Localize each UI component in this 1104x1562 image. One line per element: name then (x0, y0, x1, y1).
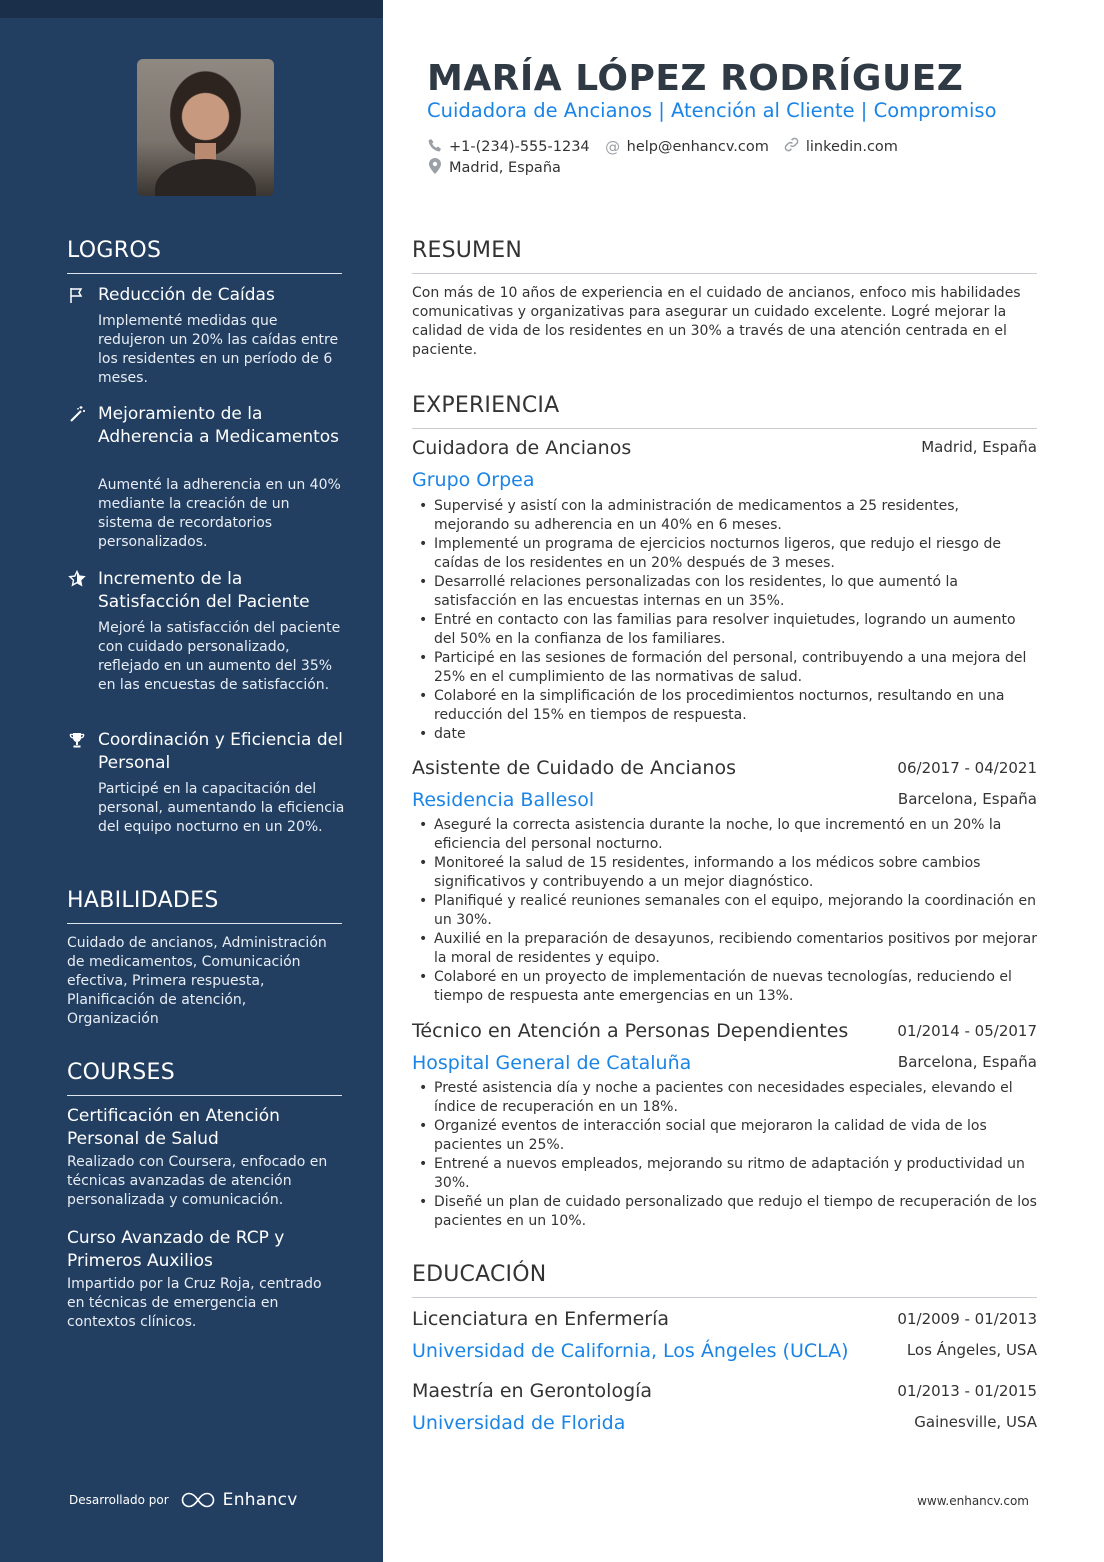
job-dates: 01/2014 - 05/2017 (897, 1022, 1037, 1040)
job-bullet: • Implementé un programa de ejercicios nocturnos ligeros, que redujo el riesgo de caídas de los residentes en un 20% después de 3 meses. (412, 535, 1037, 573)
course-item (67, 1105, 342, 1210)
courses-title: COURSES (67, 1060, 175, 1085)
job-bullets (412, 497, 1037, 744)
location-pin-icon (427, 158, 443, 178)
course-title: Curso Avanzado de RCP y Primeros Auxilios (67, 1228, 285, 1271)
achievement-description: Mejoré la satisfacción del paciente con cuidado personalizado, reflejado en un aumento del 35% en las encuestas de satisfacción. (98, 620, 341, 693)
powered-by-label: Desarrollado por (69, 1493, 169, 1507)
job-bullet: • Monitoreé la salud de 15 residentes, informando a los médicos sobre cambios significativos y contribuyendo a un mejor diagnóstico. (412, 854, 1037, 892)
achievement-description: Aumenté la adherencia en un 40% mediante la creación de un sistema de recordatorios personalizados. (98, 477, 341, 550)
magic-wand-icon (67, 405, 87, 425)
job-dates: 06/2017 - 04/2021 (897, 759, 1037, 777)
trophy-icon (67, 731, 87, 751)
education-dates: 01/2009 - 01/2013 (897, 1310, 1037, 1328)
infinity-icon (179, 1491, 217, 1509)
sidebar (0, 0, 383, 1562)
location-text: Madrid, España (449, 160, 561, 176)
summary-title: RESUMEN (412, 238, 522, 263)
course-description: Impartido por la Cruz Roja, centrado en técnicas de emergencia en contextos clínicos. (67, 1276, 322, 1330)
job-bullet: • Entré en contacto con las familias para resolver inquietudes, logrando un aumento del 50% en la confianza de los familiares. (412, 611, 1037, 649)
job-bullet: • Presté asistencia día y noche a pacientes con necesidades especiales, elevando el índice de recuperación en un 18%. (412, 1079, 1037, 1117)
contact-row (427, 137, 913, 156)
achievement-title: Coordinación y Eficiencia del Personal (98, 730, 343, 773)
skills-title: HABILIDADES (67, 888, 219, 913)
education-location: Los Ángeles, USA (906, 1341, 1037, 1359)
education-location: Gainesville, USA (914, 1413, 1037, 1431)
education-degree: Licenciatura en Enfermería (412, 1308, 670, 1330)
contact-email[interactable] (605, 138, 769, 156)
experience-title: EXPERIENCIA (412, 393, 560, 418)
job-company: Hospital General de Cataluña (412, 1052, 692, 1074)
achievement-title: Reducción de Caídas (98, 285, 275, 305)
job-bullets (412, 816, 1037, 1006)
job-bullet: • Auxilié en la preparación de desayunos, recibiendo comentarios positivos por mejorar la moral de residentes y equipo. (412, 930, 1037, 968)
sidebar-top-bar (0, 0, 383, 18)
job-location: Madrid, España (921, 438, 1037, 456)
achievement-description: Implementé medidas que redujeron un 20% las caídas entre los residentes en un período de 6 meses. (98, 313, 339, 386)
job-bullet: • Diseñé un plan de cuidado personalizado que redujo el tiempo de recuperación de los pacientes en un 10%. (412, 1193, 1037, 1231)
achievements-title: LOGROS (67, 238, 162, 263)
course-title: Certificación en Atención Personal de Salud (67, 1106, 280, 1149)
achievement-title: Mejoramiento de la Adherencia a Medicamentos (98, 404, 340, 447)
footer-url[interactable]: www.enhancv.com (917, 1494, 1029, 1508)
course-item (67, 1227, 342, 1332)
contact-location (427, 158, 561, 178)
job-bullet: • Desarrollé relaciones personalizadas con los residentes, lo que aumentó la satisfacción en las encuestas internas en un 35%. (412, 573, 1037, 611)
job-bullet: • Colaboré en la simplificación de los procedimientos nocturnos, resultando en una reducción del 15% en tiempos de respuesta. (412, 687, 1037, 725)
job-bullet: • Aseguré la correcta asistencia durante la noche, lo que incrementó en un 20% la eficiencia del personal nocturno. (412, 816, 1037, 854)
contact-linkedin[interactable] (784, 137, 898, 156)
skills-list: Cuidado de ancianos, Administración de medicamentos, Comunicación efectiva, Primera respuesta, Planificación de atención, Organización (67, 935, 327, 1027)
job-bullet: • date (412, 725, 1037, 744)
brand-name: Enhancv (222, 1490, 298, 1510)
job-bullet: • Planifiqué y realicé reuniones semanales con el equipo, mejorando la coordinación en un 30%. (412, 892, 1037, 930)
job-location: Barcelona, España (897, 790, 1037, 808)
job-bullet: • Organizé eventos de interacción social que mejoraron la calidad de vida de los pacientes un 25%. (412, 1117, 1037, 1155)
education-title: EDUCACIÓN (412, 1262, 547, 1287)
star-icon (67, 570, 87, 590)
job-company: Grupo Orpea (412, 469, 535, 491)
education-school: Universidad de Florida (412, 1412, 626, 1434)
job-role: Asistente de Cuidado de Ancianos (412, 757, 737, 779)
courses-divider (67, 1095, 342, 1096)
job-role: Técnico en Atención a Personas Dependientes (412, 1020, 849, 1042)
course-description: Realizado con Coursera, enfocado en técnicas avanzadas de atención personalizada y comunicación. (67, 1154, 328, 1208)
job-bullets (412, 1079, 1037, 1231)
summary-text: Con más de 10 años de experiencia en el cuidado de ancianos, enfoco mis habilidades comunicativas y organizativas para asegurar un cuidado excelente. Logré mejorar la calidad de vida de los residentes en un 30% a través de una atención centrada en el paciente. (412, 285, 1021, 358)
job-location: Barcelona, España (897, 1053, 1037, 1071)
candidate-headline: Cuidadora de Ancianos | Atención al Cliente | Compromiso (427, 99, 997, 122)
job-bullet: • Participé en las sesiones de formación del personal, contribuyendo a una mejora del 25% en el cumplimiento de las normativas de salud. (412, 649, 1037, 687)
achievement-description: Participé en la capacitación del personal, aumentando la eficiencia del equipo nocturno en un 20%. (98, 781, 345, 835)
experience-divider (412, 428, 1037, 429)
phone-icon (427, 138, 443, 156)
email-text: help@enhancv.com (626, 138, 769, 155)
at-icon: @ (605, 137, 621, 156)
job-bullet: • Supervisé y asistí con la administración de medicamentos a 25 residentes, mejorando su adherencia en un 40% en 6 meses. (412, 497, 1037, 535)
contact-row-location (427, 158, 576, 178)
achievements-divider (67, 273, 342, 274)
link-icon (784, 137, 800, 156)
skills-divider (67, 923, 342, 924)
education-divider (412, 1297, 1037, 1298)
job-bullet: • Colaboré en un proyecto de implementación de nuevas tecnologías, reduciendo el tiempo de respuesta ante emergencias en un 13%. (412, 968, 1037, 1006)
profile-photo (137, 59, 274, 196)
phone-text: +1-(234)-555-1234 (449, 138, 590, 155)
flag-icon (67, 286, 87, 306)
job-role: Cuidadora de Ancianos (412, 437, 632, 459)
job-company: Residencia Ballesol (412, 789, 595, 811)
education-dates: 01/2013 - 01/2015 (897, 1382, 1037, 1400)
education-degree: Maestría en Gerontología (412, 1380, 653, 1402)
summary-divider (412, 273, 1037, 274)
enhancv-logo[interactable] (179, 1490, 298, 1510)
job-bullet: • Entrené a nuevos empleados, mejorando su ritmo de adaptación y productividad un 30%. (412, 1155, 1037, 1193)
contact-phone[interactable] (427, 138, 590, 156)
powered-by (69, 1490, 298, 1510)
linkedin-text: linkedin.com (805, 138, 898, 155)
achievement-title: Incremento de la Satisfacción del Paciente (98, 569, 310, 612)
candidate-name: MARÍA LÓPEZ RODRÍGUEZ (427, 58, 964, 99)
education-school: Universidad de California, Los Ángeles (UCLA) (412, 1340, 849, 1362)
